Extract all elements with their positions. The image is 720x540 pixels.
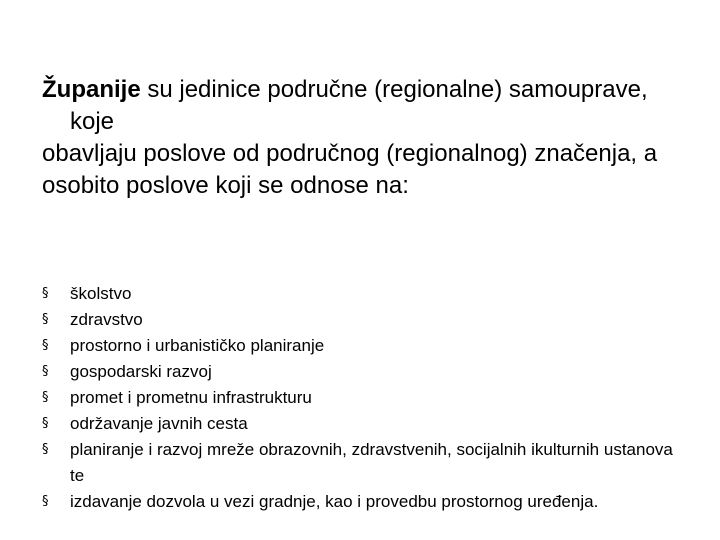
list-item: [42, 281, 682, 307]
list-item: [42, 385, 682, 411]
list-item: [42, 437, 682, 489]
bullet-icon: §: [42, 364, 49, 379]
bullet-icon: §: [42, 312, 49, 327]
bullet-icon: §: [42, 442, 49, 457]
list-item: [42, 489, 682, 515]
bullet-icon: §: [42, 338, 49, 353]
list-item-label: prostorno i urbanističko planiranje: [70, 336, 325, 355]
list-item: [42, 411, 682, 437]
list-item-label: promet i prometnu infrastrukturu: [70, 388, 312, 407]
list-item-label: izdavanje dozvola u vezi gradnje, kao i provedbu prostornog uređenja.: [70, 492, 599, 511]
bullet-icon: §: [42, 494, 49, 509]
list-item-label: planiranje i razvoj mreže obrazovnih, zdravstvenih, socijalnih ikulturnih ustanova te: [70, 440, 673, 485]
bullet-icon: §: [42, 390, 49, 405]
intro-text: [42, 74, 682, 202]
bullet-icon: §: [42, 286, 49, 301]
bullet-icon: §: [42, 416, 49, 431]
list-item-label: gospodarski razvoj: [70, 362, 212, 381]
list-item: [42, 359, 682, 385]
list-item: [42, 307, 682, 333]
list-item-label: zdravstvo: [70, 310, 143, 329]
bullet-list: [42, 281, 682, 515]
intro-paragraph-3: osobito poslove koji se odnose na:: [42, 172, 409, 199]
list-item-label: školstvo: [70, 284, 132, 303]
intro-line-1: su jedinice područne (regionalne) samouprave, koje: [70, 76, 648, 135]
intro-paragraph-1: [42, 74, 682, 138]
bold-term: Županije: [42, 76, 141, 103]
intro-paragraph-2: obavljaju poslove od područnog (regionalnog) značenja, a: [42, 140, 658, 167]
list-item: [42, 333, 682, 359]
list-item-label: održavanje javnih cesta: [70, 414, 248, 433]
